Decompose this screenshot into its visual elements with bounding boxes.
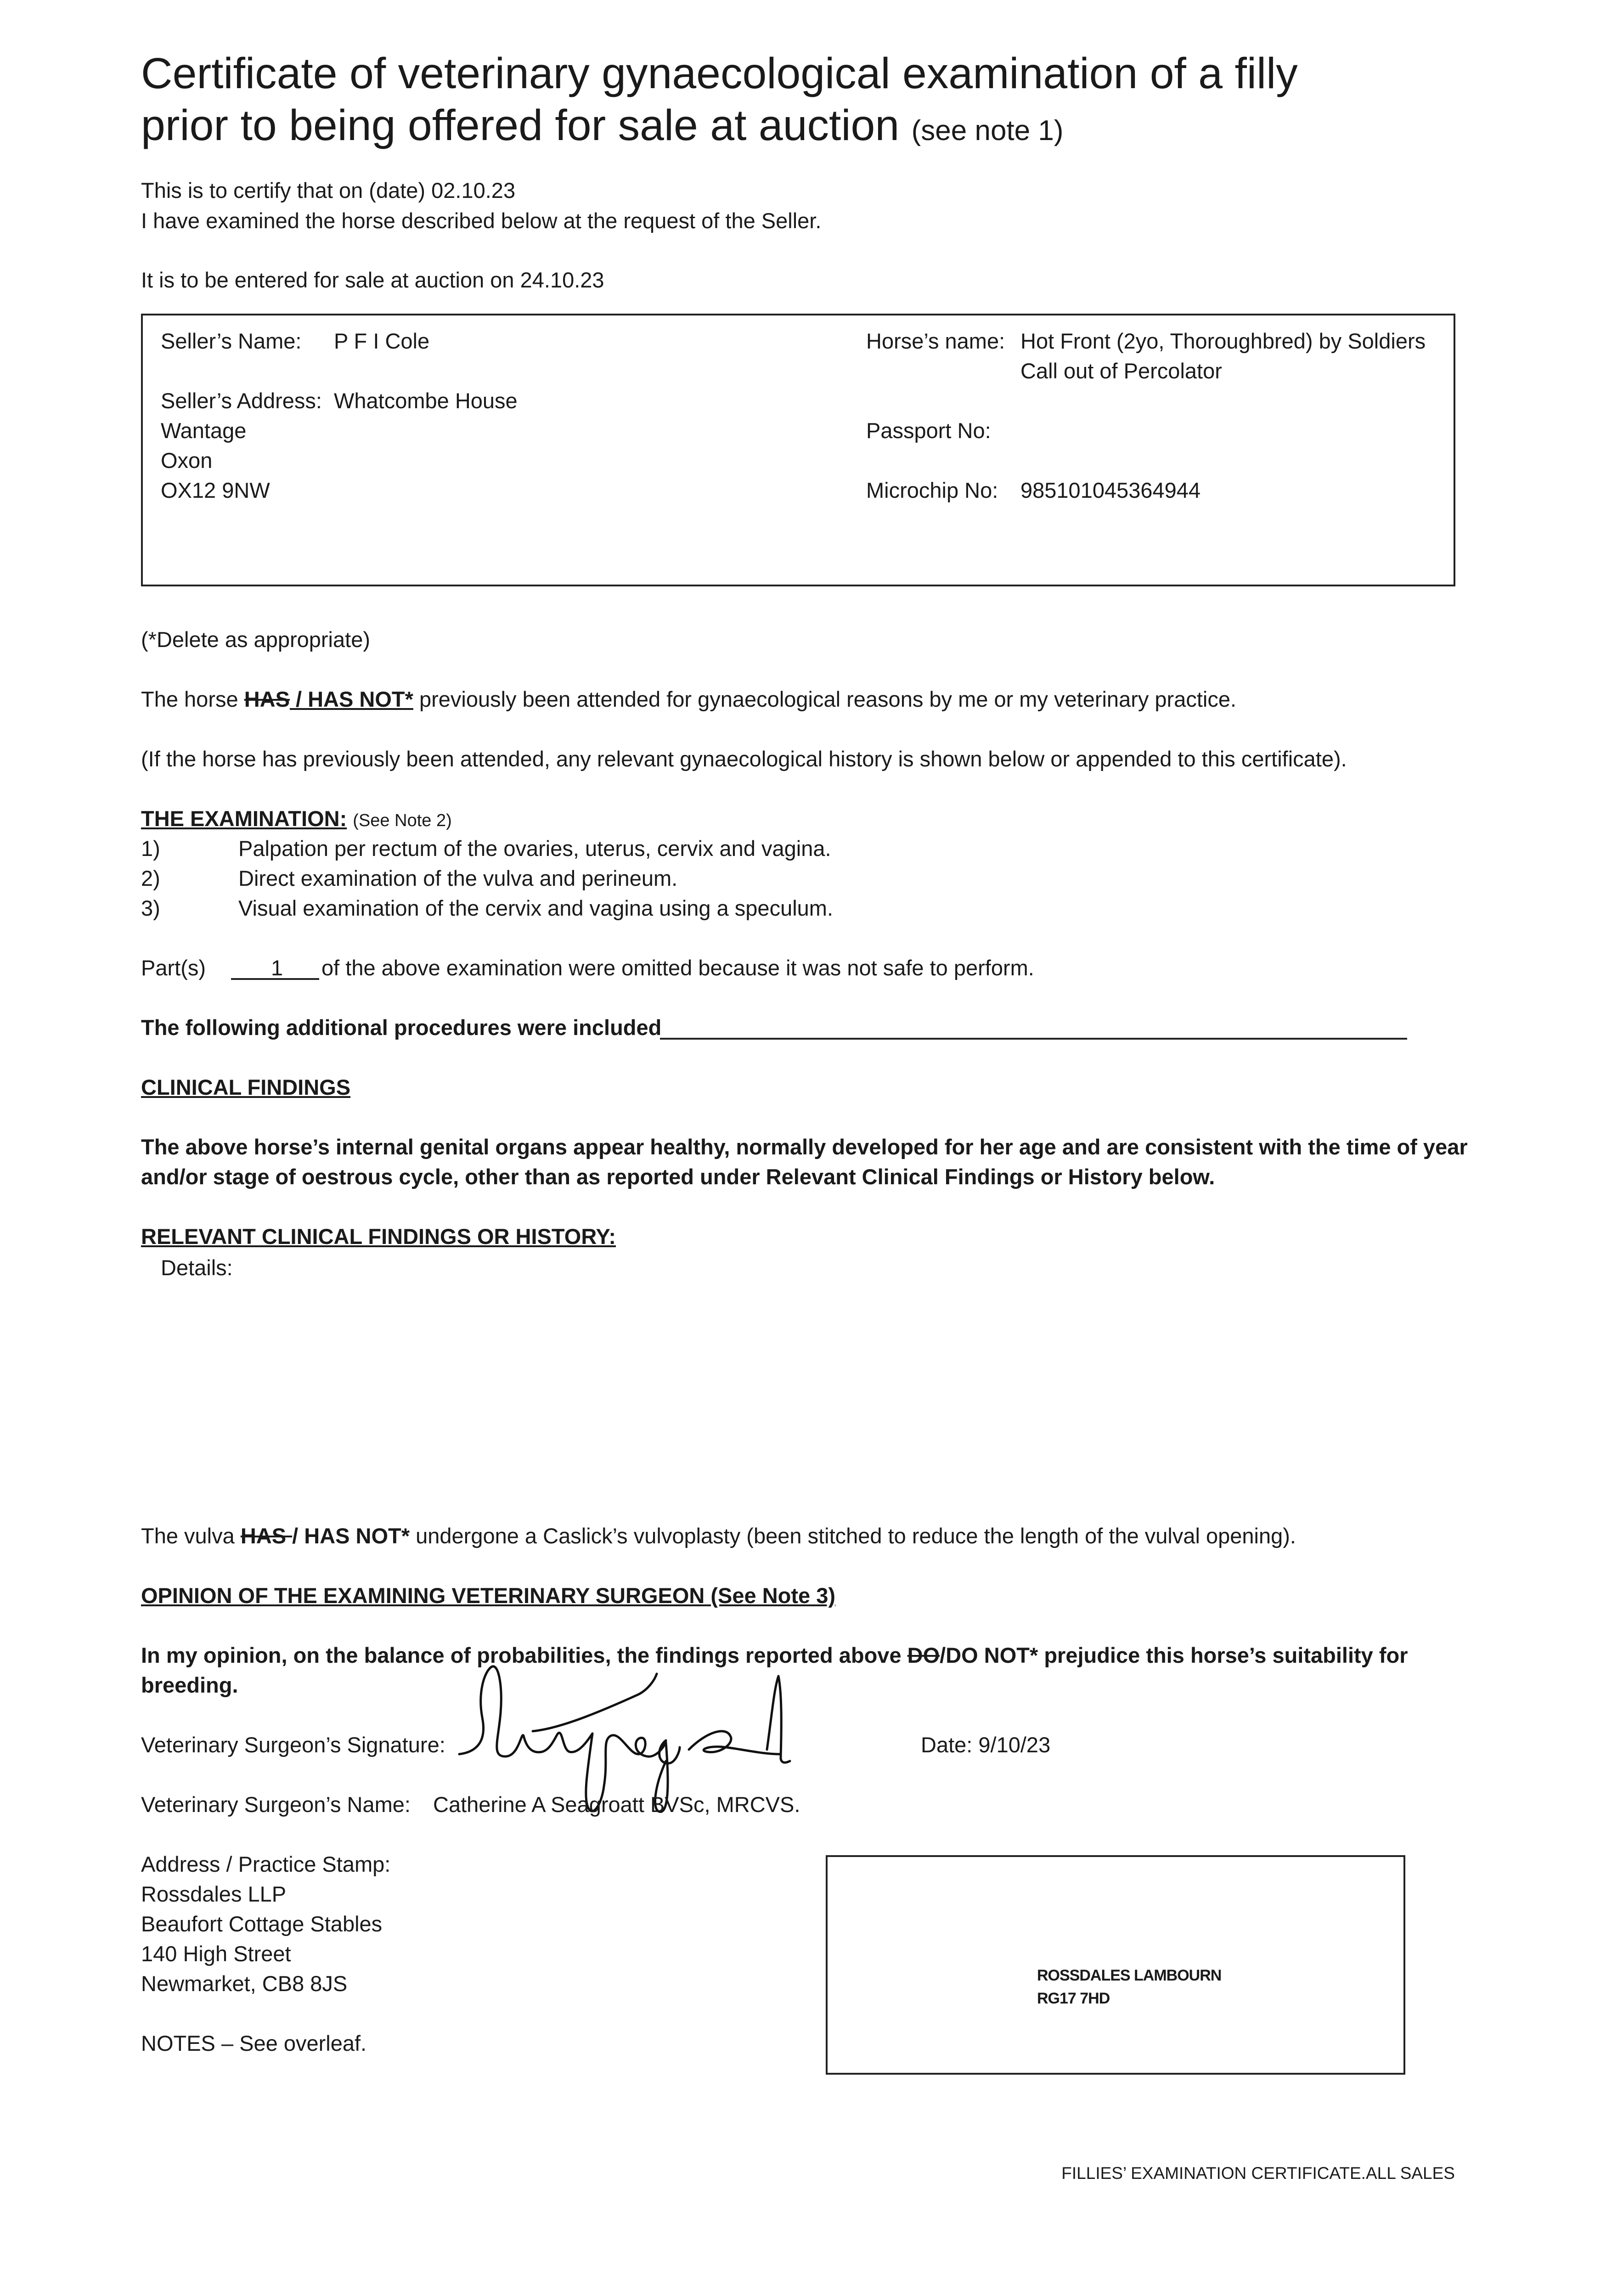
clinical-findings-heading: CLINICAL FINDINGS bbox=[141, 1075, 351, 1099]
additional-procedures-line bbox=[660, 1038, 1407, 1040]
opinion-suffix: /DO NOT* prejudice this horse’s suitability for bbox=[940, 1643, 1408, 1667]
passport-label: Passport No: bbox=[866, 418, 991, 443]
exam-item-2-number: 2) bbox=[141, 866, 160, 890]
details-label: Details: bbox=[161, 1255, 233, 1280]
previous-attendance-note: (If the horse has previously been attended, any relevant gynaecological history is shown below or appended to this certificate). bbox=[141, 747, 1347, 771]
vulva-struck-option: HAS bbox=[240, 1524, 293, 1548]
examination-heading bbox=[141, 804, 452, 836]
vulva-selected-option: / HAS NOT* bbox=[292, 1524, 410, 1548]
horse-name-line-1: Hot Front (2yo, Thoroughbred) by Soldiers bbox=[1020, 329, 1426, 353]
seller-address-line-2: Wantage bbox=[161, 418, 247, 443]
footer-text: FILLIES’ EXAMINATION CERTIFICATE.ALL SALES bbox=[1061, 2164, 1455, 2183]
surgeon-name: Catherine A Seagroatt BVSc, MRCVS. bbox=[433, 1792, 800, 1817]
attended-suffix: previously been attended for gynaecological reasons by me or my veterinary practice. bbox=[413, 687, 1237, 711]
horse-name-label: Horse’s name: bbox=[866, 329, 1005, 353]
exam-item-3-text: Visual examination of the cervix and vagina using a speculum. bbox=[238, 896, 834, 920]
clinical-findings-text-line-1: The above horse’s internal genital organs appear healthy, normally developed for her age and are consistent with the time of year bbox=[141, 1135, 1468, 1159]
seller-name-label: Seller’s Name: bbox=[161, 329, 302, 353]
exam-item-1-text: Palpation per rectum of the ovaries, uterus, cervix and vagina. bbox=[238, 836, 831, 861]
relevant-findings-heading: RELEVANT CLINICAL FINDINGS OR HISTORY: bbox=[141, 1224, 616, 1249]
opinion-heading: OPINION OF THE EXAMINING VETERINARY SURGEON (See Note 3) bbox=[141, 1583, 836, 1608]
document-title-line-2 bbox=[141, 100, 1064, 156]
signature-label: Veterinary Surgeon’s Signature: bbox=[141, 1733, 445, 1757]
omitted-prefix: Part(s) bbox=[141, 956, 206, 980]
practice-address-line-2: Beaufort Cottage Stables bbox=[141, 1912, 383, 1936]
exam-item-1-number: 1) bbox=[141, 836, 160, 861]
title-note: (see note 1) bbox=[911, 115, 1064, 146]
practice-address-line-1: Rossdales LLP bbox=[141, 1882, 287, 1906]
attended-selected-option: / HAS NOT* bbox=[289, 687, 413, 711]
examined-line: I have examined the horse described below at the request of the Seller. bbox=[141, 208, 822, 233]
auction-line: It is to be entered for sale at auction on 24.10.23 bbox=[141, 268, 604, 292]
horse-name-line-2: Call out of Percolator bbox=[1020, 359, 1222, 383]
vulva-statement bbox=[141, 1521, 1296, 1551]
omitted-suffix: of the above examination were omitted because it was not safe to perform. bbox=[321, 956, 1034, 980]
additional-procedures-label: The following additional procedures were included bbox=[141, 1015, 662, 1040]
clinical-findings-text-line-2: and/or stage of oestrous cycle, other than as reported under Relevant Clinical Findings or History below. bbox=[141, 1165, 1215, 1189]
notes-line: NOTES – See overleaf. bbox=[141, 2031, 367, 2055]
stamp-line-1: ROSSDALES LAMBOURN bbox=[1037, 1967, 1222, 1984]
omitted-value: 1 bbox=[271, 956, 283, 980]
seller-address-label: Seller’s Address: bbox=[161, 388, 322, 413]
document-title-line-1: Certificate of veterinary gynaecological examination of a filly bbox=[141, 49, 1298, 98]
seller-name: P F I Cole bbox=[334, 329, 430, 353]
signature-date: Date: 9/10/23 bbox=[921, 1733, 1051, 1757]
exam-item-2-text: Direct examination of the vulva and perineum. bbox=[238, 866, 678, 890]
certify-line: This is to certify that on (date) 02.10.23 bbox=[141, 178, 516, 203]
opinion-prefix: In my opinion, on the balance of probabilities, the findings reported above bbox=[141, 1643, 907, 1667]
examination-note: (See Note 2) bbox=[353, 811, 452, 830]
attended-struck-option: HAS bbox=[244, 687, 290, 711]
opinion-line-2: breeding. bbox=[141, 1673, 238, 1697]
practice-address-line-3: 140 High Street bbox=[141, 1941, 291, 1966]
opinion-struck-option: DO bbox=[907, 1643, 940, 1667]
exam-item-3-number: 3) bbox=[141, 896, 160, 920]
surgeon-name-label: Veterinary Surgeon’s Name: bbox=[141, 1792, 411, 1817]
practice-address-line-4: Newmarket, CB8 8JS bbox=[141, 1971, 348, 1996]
stamp-line-2: RG17 7HD bbox=[1037, 1990, 1110, 2007]
attended-statement bbox=[141, 684, 1236, 715]
practice-stamp-label: Address / Practice Stamp: bbox=[141, 1852, 391, 1876]
delete-note: (*Delete as appropriate) bbox=[141, 627, 370, 652]
seller-address-line-3: Oxon bbox=[161, 448, 213, 473]
attended-prefix: The horse bbox=[141, 687, 244, 711]
seller-address-line-1: Whatcombe House bbox=[334, 388, 518, 413]
seller-address-line-4: OX12 9NW bbox=[161, 478, 270, 502]
microchip-number: 985101045364944 bbox=[1020, 478, 1201, 502]
title-line-2-text: prior to being offered for sale at auction bbox=[141, 101, 900, 150]
vulva-suffix: undergone a Caslick’s vulvoplasty (been stitched to reduce the length of the vulval opening). bbox=[410, 1524, 1296, 1548]
examination-heading-text: THE EXAMINATION: bbox=[141, 806, 347, 831]
microchip-label: Microchip No: bbox=[866, 478, 998, 502]
vulva-prefix: The vulva bbox=[141, 1524, 241, 1548]
